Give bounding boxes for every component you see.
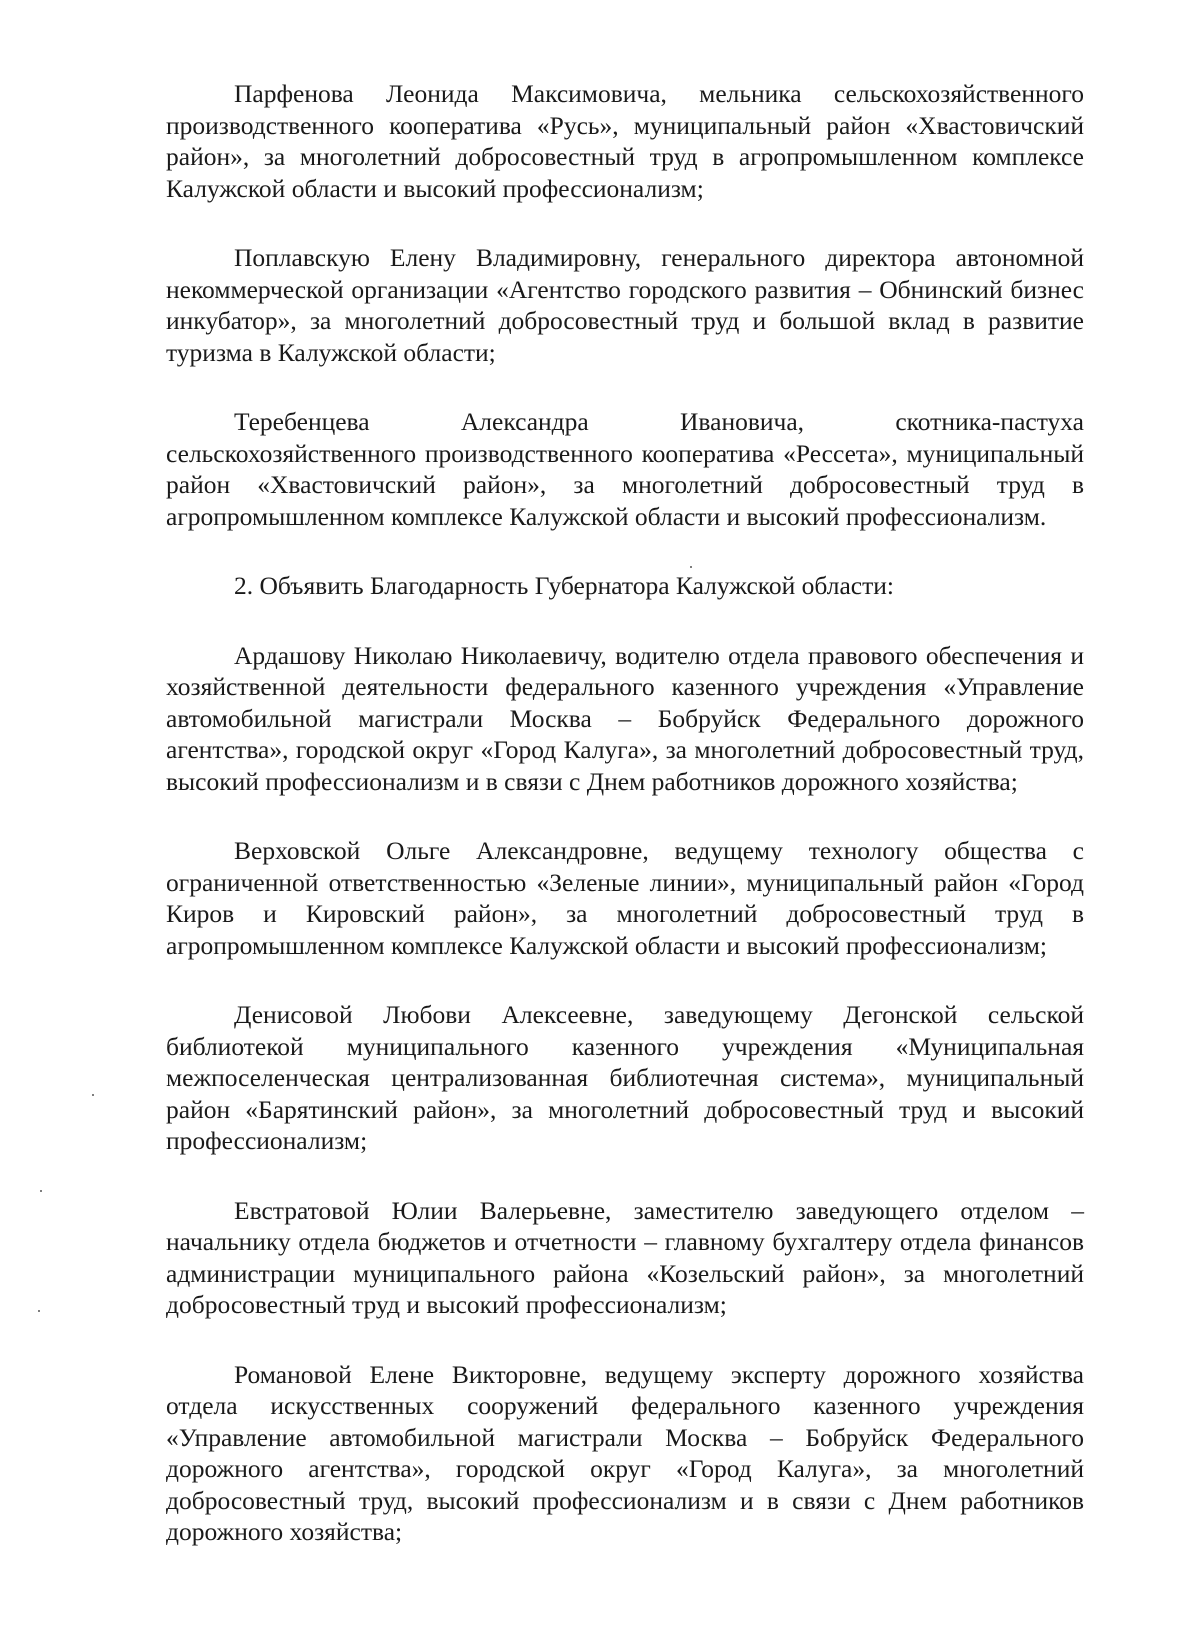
gratitude-paragraph-denisova: Денисовой Любови Алексеевне, заведующему Дегонской сельской библиотекой муниципального казенного учреждения «Муниципальная межпоселенческая централизованная библиотечная система», муниципальный район «Барятинский район», за многолетний добросовестный труд и высокий профессионализм; [166, 1000, 1084, 1155]
scan-speck [38, 1310, 40, 1312]
award-paragraph-poplavskaya: Поплавскую Елену Владимировну, генерального директора автономной некоммерческой организации «Агентство городского развития – Обнинский бизнес инкубатор», за многолетний добросовестный труд и большой вклад в развитие туризма в Калужской области; [166, 243, 1084, 367]
scan-speck [690, 566, 692, 568]
award-paragraph-terebentsev: Теребенцева Александра Ивановича, скотника-пастуха сельскохозяйственного производственного кооператива «Рессета», муниципальный район «Хвастовичский район», за многолетний добросовестный труд в агропромышленном комплексе Калужской области и высокий профессионализм. [166, 407, 1084, 531]
gratitude-paragraph-romanova: Романовой Елене Викторовне, ведущему эксперту дорожного хозяйства отдела искусственных сооружений федерального казенного учреждения «Управление автомобильной магистрали Москва – Бобруйск Федерального дорожного агентства», городской округ «Город Калуга», за многолетний добросовестный труд, высокий профессионализм и в связи с Днем работников дорожного хозяйства; [166, 1359, 1084, 1546]
gratitude-paragraph-verkhovskaya: Верховской Ольге Александровне, ведущему технологу общества с ограниченной ответственностью «Зеленые линии», муниципальный район «Город Киров и Кировский район», за многолетний добросовестный труд в агропромышленном комплексе Калужской области и высокий профессионализм; [166, 836, 1084, 960]
scan-speck [92, 1094, 94, 1096]
section-heading-gratitude: 2. Объявить Благодарность Губернатора Калужской области: [234, 571, 894, 600]
gratitude-paragraph-evstratova: Евстратовой Юлии Валерьевне, заместителю заведующего отделом – начальнику отдела бюджетов и отчетности – главному бухгалтеру отдела финансов администрации муниципального района «Козельский район», за многолетний добросовестный труд и высокий профессионализм; [166, 1195, 1084, 1319]
award-paragraph-parfenov: Парфенова Леонида Максимовича, мельника сельскохозяйственного производственного кооператива «Русь», муниципальный район «Хвастовичский район», за многолетний добросовестный труд в агропромышленном комплексе Калужской области и высокий профессионализм; [166, 79, 1084, 203]
gratitude-paragraph-ardashov: Ардашову Николаю Николаевичу, водителю отдела правового обеспечения и хозяйственной деятельности федерального казенного учреждения «Управление автомобильной магистрали Москва – Бобруйск Федерального дорожного агентства», городской округ «Город Калуга», за многолетний добросовестный труд, высокий профессионализм и в связи с Днем работников дорожного хозяйства; [166, 640, 1084, 796]
scan-speck [40, 1190, 42, 1192]
document-body [166, 78, 1084, 1586]
